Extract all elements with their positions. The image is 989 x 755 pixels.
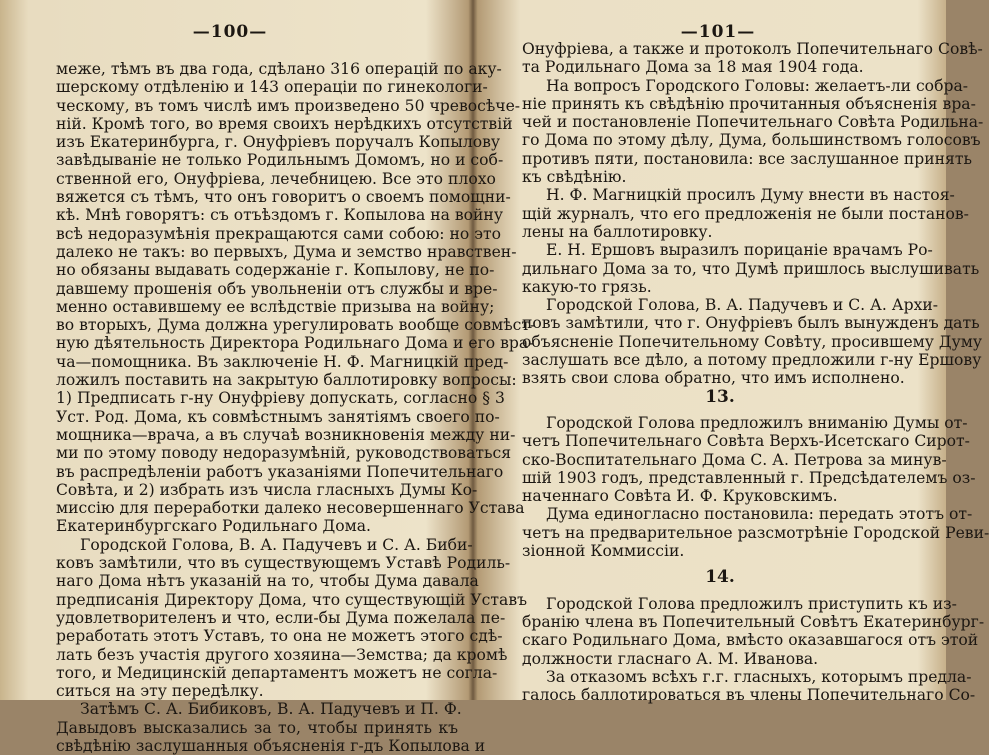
text-line: 1) Предписать г-ну Онуфріеву допускать, согласно § 3	[56, 389, 505, 408]
text-line: Уст. Род. Дома, къ совмѣстнымъ занятіямъ своего по-	[56, 407, 500, 426]
text-line: наченнаго Совѣта И. Ф. Круковскимъ.	[522, 487, 838, 506]
text-line: кѣ. Мнѣ говорятъ: съ отъѣздомъ г. Копылова на войну	[56, 206, 503, 225]
text-line: ковъ замѣтили, что въ существующемъ Уставѣ Родиль-	[56, 554, 511, 573]
section-number: 13.	[705, 386, 735, 407]
text-line: ситься на эту передѣлку.	[56, 682, 264, 701]
right-page-text	[522, 40, 989, 705]
text-line: какую-то грязь.	[522, 277, 652, 296]
text-line: Е. Н. Ершовъ выразилъ порицаніе врачамъ Ро-	[546, 241, 933, 260]
page-number: —101—	[680, 22, 756, 42]
text-line: Городской Голова предложилъ вниманію Думы от-	[546, 413, 968, 432]
text-line: изъ Екатеринбурга, г. Онуфріевъ поручалъ Копылову	[56, 133, 501, 152]
text-line: объясненіе Попечительному Совѣту, просившему Думу	[522, 332, 983, 351]
page-number: —100—	[192, 22, 268, 42]
text-line: всѣ недоразумѣнія прекращаются сами собою: но это	[56, 224, 501, 243]
text-line: четъ Попечительнаго Совѣта Верхъ-Исетскаго Сирот-	[522, 432, 970, 451]
text-line: миссію для переработки далеко несовершеннаго Устава	[56, 499, 525, 518]
section-number: 14.	[705, 567, 735, 588]
text-line: повъ замѣтили, что г. Онуфріевъ былъ вынужденъ дать	[522, 314, 980, 333]
text-line: противъ пяти, постановила: все заслушанное принять	[522, 149, 972, 168]
text-line: ческому, въ томъ числѣ имъ произведено 50 чревосѣче-	[56, 96, 521, 115]
text-line: наго Дома нѣтъ указаній на то, чтобы Дума давала	[56, 572, 479, 591]
text-line: та Родильнаго Дома за 18 мая 1904 года.	[522, 58, 864, 77]
text-line: щій журналъ, что его предложенія не были постанов-	[522, 204, 969, 223]
text-line: ніе принять къ свѣдѣнію прочитанныя объясненія вра-	[522, 94, 976, 113]
text-line: давшему прошенія объ увольненіи отъ службы и вре-	[56, 279, 498, 298]
text-line: заслушать все дѣло, а потому предложили г-ну Ершову	[522, 351, 982, 370]
text-line: завѣдываніе не только Родильнымъ Домомъ, но и соб-	[56, 151, 504, 170]
text-line: дильнаго Дома за то, что Думѣ пришлось выслушивать	[522, 259, 980, 278]
text-line: Екатеринбургскаго Родильнаго Дома.	[56, 517, 371, 536]
text-line: За отказомъ всѣхъ г.г. гласныхъ, которымъ предла-	[546, 667, 972, 686]
text-line: должности гласнаго А. М. Иванова.	[522, 649, 819, 668]
text-line: реработать этотъ Уставъ, то она не можетъ этого сдѣ-	[56, 627, 503, 646]
text-line: ственной его, Онуфріева, лечебницею. Все это плохо	[56, 169, 496, 188]
text-line: скаго Родильнаго Дома, вмѣсто оказавшагося отъ этой	[522, 631, 979, 650]
text-line: ній. Кромѣ того, во время своихъ нерѣдкихъ отсутствій	[56, 114, 513, 133]
text-line: го Дома по этому дѣлу, Дума, большинствомъ голосовъ	[522, 131, 981, 150]
text-line: чей и постановленіе Попечительнаго Совѣта Родильна-	[522, 113, 984, 132]
text-line: лены на баллотировку.	[522, 222, 713, 241]
text-line: въ распредѣленіи работъ указаніями Попечительнаго	[56, 462, 504, 481]
text-line: къ свѣдѣнію.	[522, 168, 627, 187]
text-line: менно оставившему ее вслѣдствіе призыва на войну;	[56, 297, 495, 316]
text-line: Онуфріева, а также и протоколъ Попечительнаго Совѣ-	[522, 40, 983, 58]
text-line: предписанія Директору Дома, что существующій Уставъ	[56, 590, 528, 609]
text-line: бранію члена въ Попечительный Совѣтъ Екатеринбург-	[522, 612, 985, 631]
text-line: мощника—врача, а въ случаѣ возникновенія между ни-	[56, 425, 516, 444]
right-page	[474, 0, 989, 705]
text-line: Городской Голова, В. А. Падучевъ и С. А. Архи-	[546, 296, 939, 315]
text-line: во вторыхъ, Дума должна урегулировать вообще совмѣст-	[56, 316, 536, 335]
text-line: ча—помощника. Въ заключеніе Н. Ф. Магницкій пред-	[56, 352, 509, 371]
text-line: Совѣта, и 2) избрать изъ числа гласныхъ Думы Ко-	[56, 480, 478, 499]
text-line: вяжется съ тѣмъ, что онъ говоритъ о своемъ помощни-	[56, 188, 511, 207]
text-line: Дума единогласно постановила: передать этотъ от-	[546, 505, 973, 524]
text-line: далеко не такъ: во первыхъ, Дума и земство нравствен-	[56, 242, 517, 261]
left-page-text	[56, 60, 536, 755]
text-line: На вопросъ Городского Головы: желаетъ-ли собра-	[546, 76, 969, 95]
text-line: шерскому отдѣленію и 143 операціи по гинекологи-	[56, 78, 488, 97]
text-line: ско-Воспитательнаго Дома С. А. Петрова за минув-	[522, 450, 947, 469]
text-line: взять свои слова обратно, что имъ исполнено.	[522, 369, 905, 388]
text-line: Городской Голова предложилъ приступить къ из-	[546, 594, 957, 613]
text-line: Давыдовъ высказались за то, чтобы принять къ	[56, 718, 458, 737]
text-line: Городской Голова, В. А. Падучевъ и С. А. Биби-	[80, 535, 473, 554]
text-line: четъ на предварительное разсмотрѣніе Городской Реви-	[522, 523, 989, 542]
text-line: шій 1903 годъ, представленный г. Предсѣдателемъ оз-	[522, 468, 976, 487]
text-line: ложилъ поставить на закрытую баллотировку вопросы:	[56, 371, 517, 390]
text-line: зіонной Коммиссіи.	[522, 542, 685, 561]
text-line: меже, тѣмъ въ два года, сдѣлано 316 операцій по аку-	[56, 60, 502, 78]
text-line: того, и Медицинскій департаментъ можетъ не согла-	[56, 663, 498, 682]
text-line: лать безъ участія другого хозяина—Земства; да кромѣ	[56, 645, 508, 664]
text-line: галось баллотироваться въ члены Попечительнаго Со-	[522, 686, 976, 705]
text-line: ную дѣятельность Директора Родильнаго Дома и его вра-	[56, 334, 534, 353]
text-line: Н. Ф. Магницкій просилъ Думу внести въ настоя-	[546, 186, 955, 205]
text-line: Затѣмъ С. А. Бибиковъ, В. А. Падучевъ и П. Ф.	[80, 700, 462, 719]
text-line: удовлетворителенъ и что, если-бы Дума пожелала пе-	[56, 608, 506, 627]
text-line: но обязаны выдавать содержаніе г. Копылову, не по-	[56, 261, 495, 280]
text-line: свѣдѣнію заслушанныя объясненія г-дъ Копылова и	[56, 736, 486, 755]
text-line: ми по этому поводу недоразумѣній, руководствоваться	[56, 444, 512, 463]
